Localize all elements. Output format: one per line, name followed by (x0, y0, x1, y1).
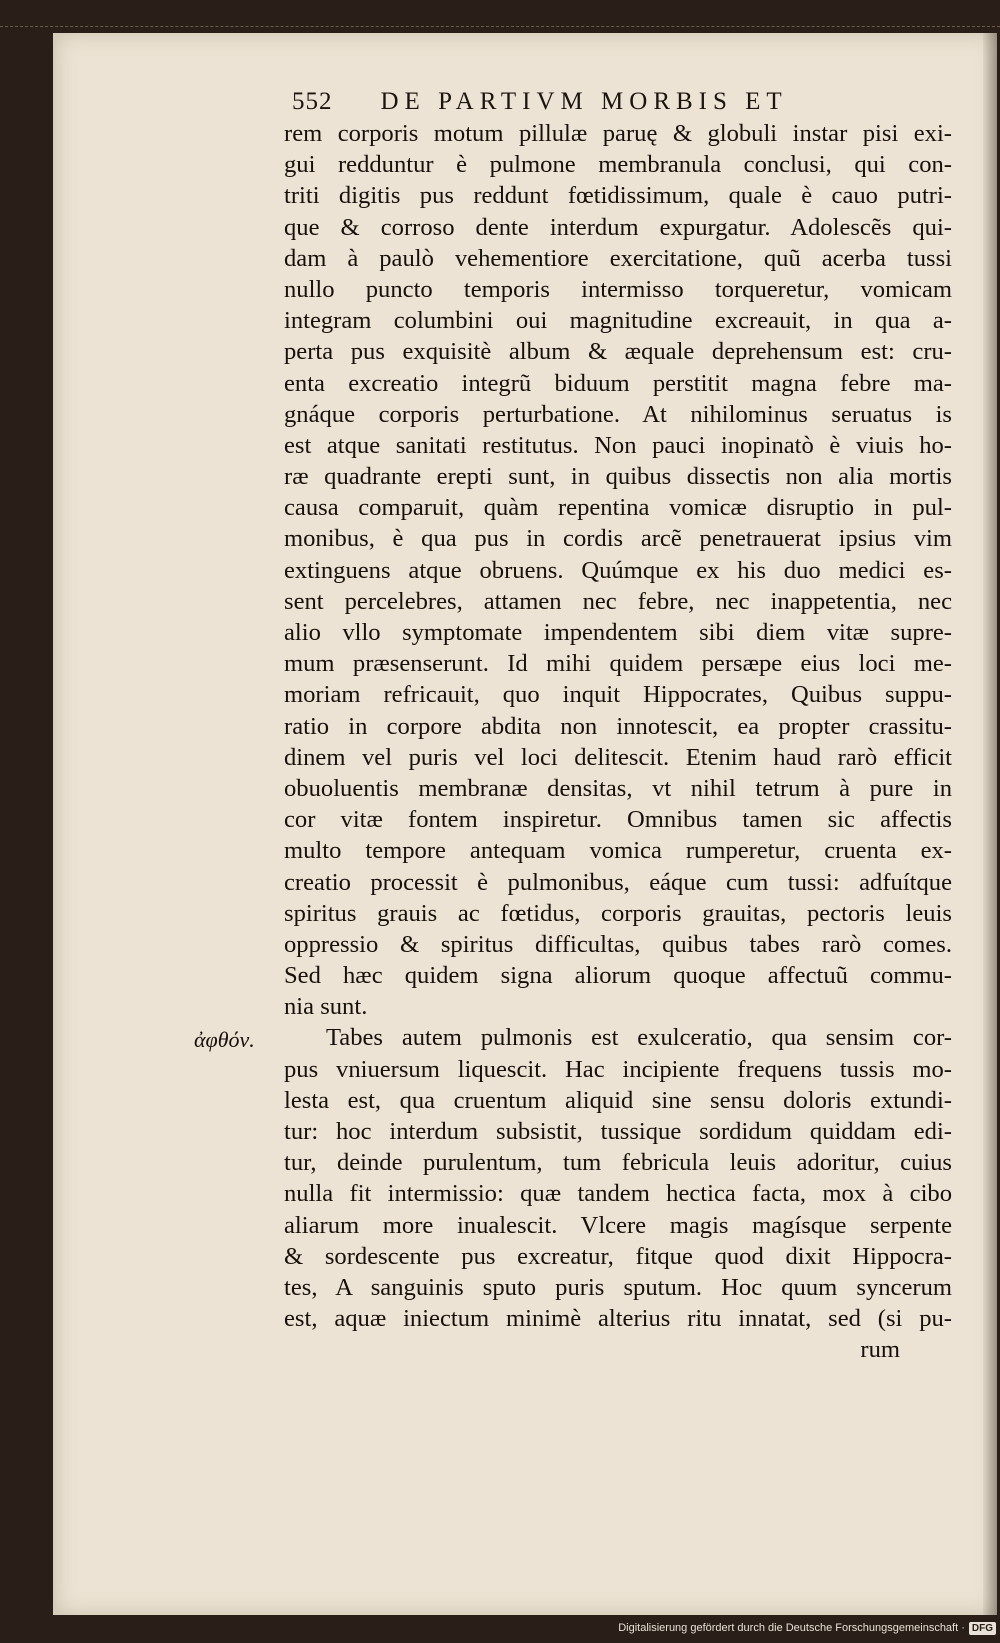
text-line: tes, A sanguinis sputo puris sputum. Hoc quum syncerum (284, 1273, 952, 1301)
text-line: nullo puncto temporis intermisso torqueretur, vomicam (284, 275, 952, 303)
margin-note: ἀφθόν. (194, 1027, 255, 1052)
text-line: enta excreatio integrũ biduum perstitit magna febre ma- (284, 369, 952, 397)
running-title: DE PARTIVM MORBIS ET (380, 88, 788, 115)
text-line: gui redduntur è pulmone membranula conclusi, qui con- (284, 151, 952, 179)
text-line: pus vniuersum liquescit. Hac incipiente frequens tussis mo- (284, 1055, 952, 1083)
page-spine-shadow (983, 33, 997, 1615)
body-text (284, 118, 952, 1366)
scan-edge-ruler (0, 0, 1000, 27)
text-line: ratio in corpore abdita non innotescit, ea propter crassitu- (284, 712, 952, 740)
text-line: sent percelebres, attamen nec febre, nec inappetentia, nec (284, 587, 952, 615)
text-line: obuoluentis membranæ densitas, vt nihil tetrum à pure in (284, 774, 952, 802)
text-line: extinguens atque obruens. Quúmque ex his duo medici es- (284, 556, 952, 584)
text-line: nulla fit intermissio: quæ tandem hectica facta, mox à cibo (284, 1180, 952, 1208)
text-line: spiritus grauis ac fœtidus, corporis grauitas, pectoris leuis (284, 899, 952, 927)
text-line: triti digitis pus reddunt fœtidissimum, quale è cauo putri- (284, 182, 952, 210)
text-line: rem corporis motum pillulæ paruę & globuli instar pisi exi- (284, 120, 952, 147)
dfg-logo: DFG (969, 1622, 996, 1635)
text-line: que & corroso dente interdum expurgatur. Adolescẽs qui- (284, 213, 952, 241)
text-line: aliarum more inualescit. Vlcere magis magísque serpente (284, 1211, 952, 1239)
text-line: alio vllo symptomate impendentem sibi diem vitæ supre- (284, 619, 952, 646)
text-line: cor vitæ fontem inspiretur. Omnibus tamen sic affectis (284, 806, 952, 834)
paragraph-start-line: Tabes autem pulmonis est exulceratio, qua sensim cor- (326, 1024, 952, 1052)
text-line: multo tempore antequam vomica rumperetur, cruenta ex- (284, 837, 952, 865)
text-line: monibus, è qua pus in cordis arcẽ penetrauerat ipsius vim (284, 525, 952, 553)
page-number: 552 (292, 88, 333, 115)
text-line: Sed hæc quidem signa aliorum quoque affectuũ commu- (284, 962, 952, 990)
text-line: est, aquæ iniectum minimè alterius ritu innatat, sed (si pu- (284, 1305, 952, 1333)
text-line: moriam refricauit, quo inquit Hippocrates, Quibus suppu- (284, 681, 952, 709)
text-line: integram columbini oui magnitudine excreauit, in qua a- (284, 307, 952, 335)
text-line: tur: hoc interdum subsistit, tussique sordidum quiddam edi- (284, 1118, 952, 1145)
text-line: dam à paulò vehementiore exercitatione, quũ acerba tussi (284, 244, 952, 272)
catchword: rum (860, 1336, 900, 1364)
text-line: causa comparuit, quàm repentina vomicæ disruptio in pul- (284, 494, 952, 522)
text-line: est atque sanitati restitutus. Non pauci inopinatò è viuis ho- (284, 431, 952, 459)
digitization-credit (618, 1619, 996, 1637)
running-head (292, 88, 812, 116)
text-line: perta pus exquisitè album & æquale deprehensum est: cru- (284, 338, 952, 366)
text-line: gnáque corporis perturbatione. At nihilominus seruatus is (284, 400, 952, 428)
text-line: oppressio & spiritus difficultas, quibus tabes rarò comes. (284, 930, 952, 958)
credit-text: Digitalisierung gefördert durch die Deutsche Forschungsgemeinschaft · (618, 1622, 965, 1634)
text-line: lesta est, qua cruentum aliquid sine sensu doloris extundi- (284, 1086, 952, 1114)
text-line: nia sunt. (284, 993, 368, 1021)
text-line: ræ quadrante erepti sunt, in quibus dissectis non alia mortis (284, 463, 952, 491)
text-line: tur, deinde purulentum, tum febricula leuis adoritur, cuius (284, 1149, 952, 1177)
text-line: mum præsenserunt. Id mihi quidem persæpe eius loci me- (284, 650, 952, 678)
text-line: & sordescente pus excreatur, fitque quod dixit Hippocra- (284, 1242, 952, 1270)
text-line: creatio processit è pulmonibus, eáque cum tussi: adfuítque (284, 868, 952, 896)
text-line: dinem vel puris vel loci delitescit. Etenim haud rarò efficit (284, 743, 952, 771)
